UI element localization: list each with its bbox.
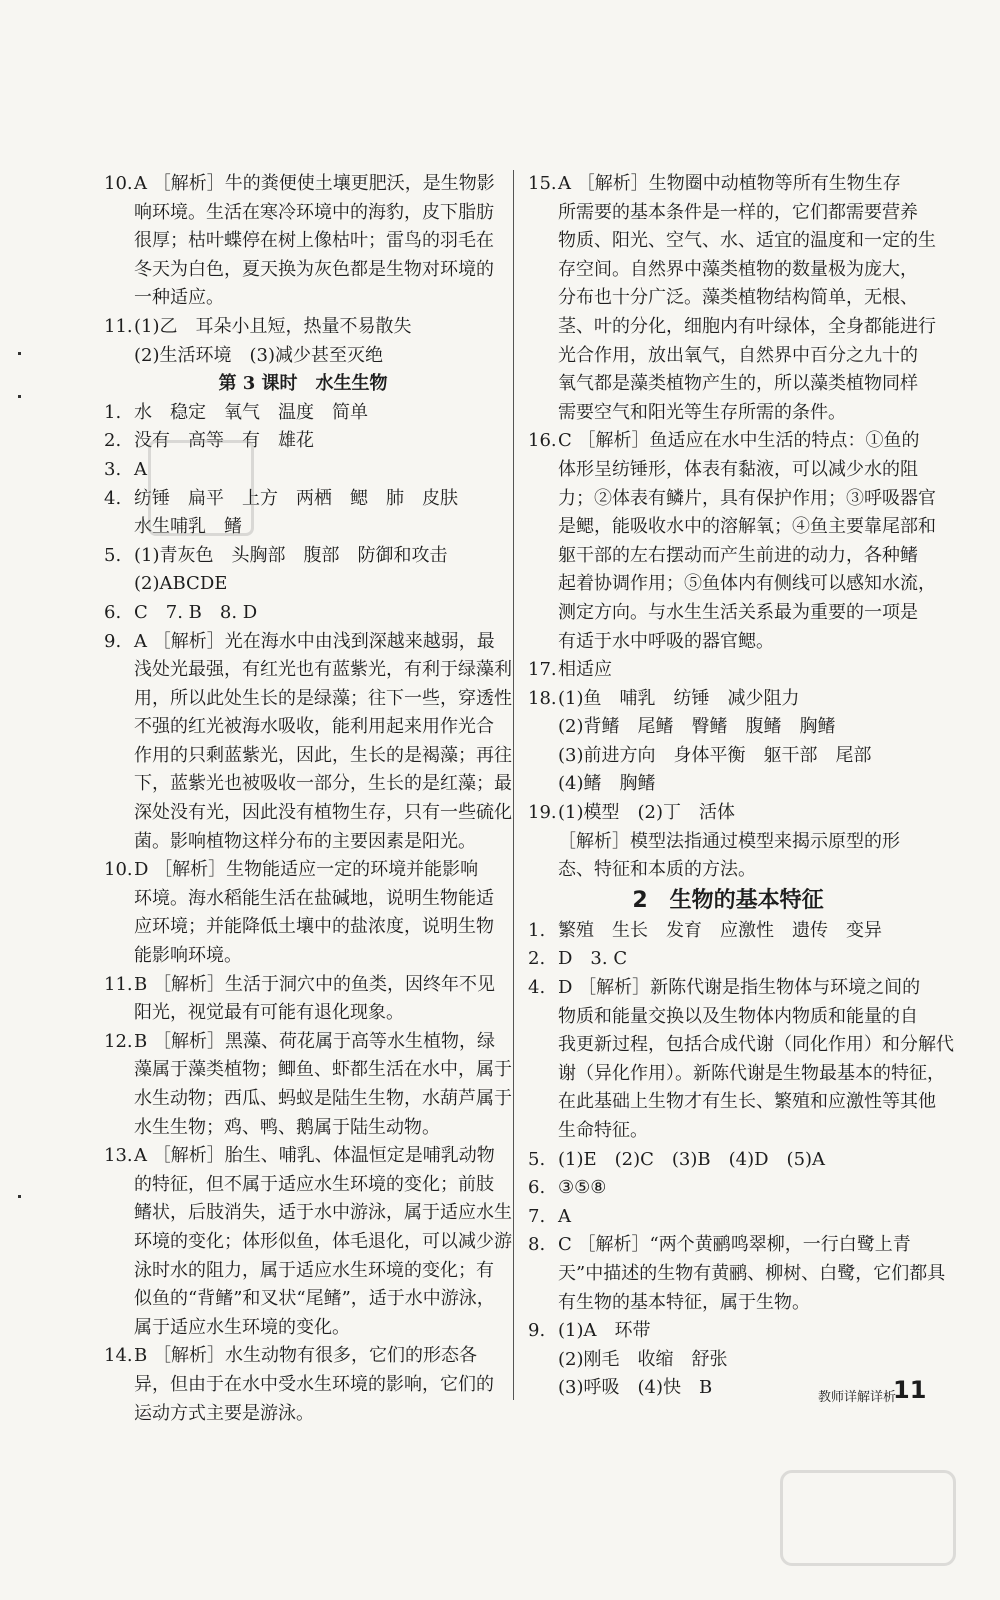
answer-text-line: A ［解析］牛的粪便使土壤更肥沃，是生物影 — [134, 173, 495, 194]
answer-text-line: 存空间。自然界中藻类植物的数量极为庞大， — [558, 258, 918, 280]
answer-text-line: 谢（异化作用）。新陈代谢是生物最基本的特征， — [558, 1062, 945, 1084]
answer-text-line: 起着协调作用；⑤鱼体内有侧线可以感知水流， — [558, 573, 936, 595]
answer-text-line: 鳍状，后肢消失，适于水中游泳，属于适应水生 — [134, 1202, 512, 1224]
answer-number: 11. — [104, 315, 133, 337]
answer-text-line: 相适应 — [558, 659, 612, 681]
answer-text-line: 浅处光最强，有红光也有蓝紫光，有利于绿藻利 — [134, 659, 512, 681]
answer-number: 18. — [528, 687, 557, 709]
answer-text-line: 阳光，视觉最有可能有退化现象。 — [134, 1002, 404, 1024]
answer-item — [528, 1231, 946, 1317]
answer-text-line: 深处没有光，因此没有植物生存，只有一些硫化 — [134, 802, 512, 824]
answer-text-line: (1)E (2)C (3)B (4)D (5)A — [558, 1148, 826, 1170]
answer-number: 7. — [528, 1205, 546, 1227]
answer-text-line: (2)背鳍 尾鳍 臀鳍 腹鳍 胸鳍 — [558, 716, 836, 738]
answer-text-line: A ［解析］光在海水中由浅到深越来越弱，最 — [134, 630, 495, 652]
answer-item — [104, 1342, 502, 1428]
footer-label: 教师详解详析 — [818, 1390, 897, 1405]
answer-number: 16. — [528, 430, 557, 452]
answer-text-line: 一种适应。 — [134, 287, 224, 309]
answer-text-line: (1)乙 耳朵小且短，热量不易散失 — [134, 315, 412, 337]
answer-text-line: (1)鱼 哺乳 纺锤 减少阻力 — [558, 687, 800, 709]
answer-text-line: 环境。海水稻能生活在盐碱地，说明生物能适 — [134, 887, 494, 909]
answer-text-line: 菌。影响植物这样分布的主要因素是阳光。 — [134, 830, 476, 852]
answer-text-line: (1)A 环带 — [558, 1320, 651, 1342]
answer-text-line: 需要空气和阳光等生存所需的条件。 — [558, 401, 846, 423]
answer-text-line: 属于适应水生环境的变化。 — [134, 1316, 350, 1338]
answer-text-line: 水 稳定 氧气 温度 简单 — [134, 401, 368, 423]
answer-item — [528, 656, 928, 685]
answer-item — [528, 1146, 928, 1175]
answer-text-line: 繁殖 生长 发育 应激性 遗传 变异 — [558, 919, 882, 941]
answer-number: 2. — [528, 948, 546, 970]
answer-text-line: 水生生物；鸡、鸭、鹅属于陆生动物。 — [134, 1116, 440, 1138]
answer-text-line: 所需要的基本条件是一样的，它们都需要营养 — [558, 201, 918, 223]
left-column — [104, 170, 512, 1428]
answer-text-line: 物质、阳光、空气、水、适宜的温度和一定的生 — [558, 230, 936, 252]
answer-text-line: C ［解析］“两个黄鹂鸣翠柳，一行白鹭上青 — [558, 1234, 911, 1256]
answer-text-line: 不强的红光被海水吸收，能利用起来用作光合 — [134, 716, 494, 738]
answer-text-line: 生命特征。 — [558, 1120, 648, 1141]
answer-number: 5. — [528, 1148, 546, 1170]
answer-text-line: 运动方式主要是游泳。 — [134, 1402, 314, 1424]
answer-number: 5. — [104, 544, 122, 566]
scan-mark — [18, 352, 21, 355]
answer-number: 17. — [528, 659, 557, 681]
answer-item — [104, 313, 502, 370]
answer-number: 6. — [104, 601, 122, 623]
answer-item — [528, 945, 928, 974]
answer-text-line: 物质和能量交换以及生物体内物质和能量的自 — [558, 1005, 918, 1027]
answer-text-line: D ［解析］新陈代谢是指生物体与环境之间的 — [558, 977, 921, 999]
answer-item — [104, 856, 502, 970]
answer-text-line: A — [558, 1205, 571, 1227]
answer-text-line: 作用的只剩蓝紫光，因此，生长的是褐藻；再往 — [134, 744, 512, 766]
answer-text-line: 是鳃，能吸收水中的溶解氧；④鱼主要靠尾部和 — [558, 516, 936, 538]
answer-text-line: 应环境；并能降低土壤中的盐浓度，说明生物 — [134, 916, 494, 938]
answer-text-line: C 7. B 8. D — [134, 601, 258, 623]
answer-text-line: 光合作用，放出氧气，自然界中百分之九十的 — [558, 344, 918, 366]
answer-number: 19. — [528, 802, 557, 824]
answer-item — [528, 170, 936, 427]
answer-text-line: 有适于水中呼吸的器官鳃。 — [558, 630, 774, 652]
answer-text-line: 测定方向。与水生生活关系最为重要的一项是 — [558, 601, 918, 623]
answer-text-line: 藻属于藻类植物；鲫鱼、虾都生活在水中，属于 — [134, 1059, 512, 1081]
answer-text-line: 的特征，但不属于适应水生环境的变化；前肢 — [134, 1173, 494, 1195]
answer-text-line: 天”中描述的生物有黄鹂、柳树、白鹭，它们都具 — [558, 1262, 946, 1284]
answer-text-line: A ［解析］生物圈中动植物等所有生物生存 — [558, 173, 901, 194]
answer-item — [104, 1028, 512, 1142]
answer-text-line: 体形呈纺锤形，体表有黏液，可以减少水的阻 — [558, 458, 918, 480]
answer-number: 13. — [104, 1145, 133, 1167]
answer-text-line: 有生物的基本特征，属于生物。 — [558, 1291, 810, 1313]
answer-text-line: (2)ABCDE — [134, 573, 228, 595]
section-title: 2 生物的基本特征 — [632, 887, 824, 913]
answer-number: 11. — [104, 973, 133, 995]
answer-text-line: A — [134, 458, 147, 480]
answer-item — [528, 1174, 928, 1203]
answer-number: 8. — [528, 1234, 546, 1256]
answer-text-line: 能影响环境。 — [134, 945, 242, 967]
page-number: 11 — [893, 1376, 927, 1404]
answer-text-line: 下，蓝紫光也被吸收一部分，生长的是红藻；最 — [134, 773, 512, 795]
answer-text-line: D 3. C — [558, 948, 628, 970]
answer-number: 1. — [528, 919, 546, 941]
answer-number: 4. — [528, 977, 546, 999]
answer-text-line: B ［解析］生活于洞穴中的鱼类，因终年不见 — [134, 973, 495, 995]
answer-text-line: (1)青灰色 头胸部 腹部 防御和攻击 — [134, 544, 448, 566]
answer-text-line: (2)生活环境 (3)减少甚至灭绝 — [134, 344, 383, 366]
answer-number: 9. — [104, 630, 122, 652]
answer-item — [528, 427, 936, 656]
answer-item — [104, 399, 502, 428]
answer-text-line: (4)鳍 胸鳍 — [558, 773, 656, 795]
answer-item — [104, 542, 502, 599]
answer-text-line: 异，但由于在水中受水生环境的影响，它们的 — [134, 1373, 494, 1395]
answer-text-line: C ［解析］鱼适应在水中生活的特点：①鱼的 — [558, 430, 920, 452]
answer-item — [104, 971, 502, 1028]
answer-text-line: 似鱼的“背鳍”和叉状“尾鳍”，适于水中游泳， — [134, 1288, 495, 1310]
answer-number: 14. — [104, 1345, 133, 1367]
answer-text-line: 泳时水的阻力，属于适应水生环境的变化；有 — [134, 1259, 494, 1281]
answer-item — [104, 1142, 512, 1342]
answer-number: 10. — [104, 173, 133, 194]
answer-text-line: (3)前进方向 身体平衡 躯干部 尾部 — [558, 744, 872, 766]
lesson-heading: 第 3 课时 水生生物 — [218, 373, 388, 395]
answer-text-line: 很厚；枯叶蝶停在树上像枯叶；雷鸟的羽毛在 — [134, 230, 494, 252]
answer-text-line: (3)呼吸 (4)快 B — [558, 1377, 713, 1399]
answer-item — [528, 799, 928, 885]
answer-text-line: B ［解析］黑藻、荷花属于高等水生植物，绿 — [134, 1030, 495, 1052]
answer-item — [104, 628, 512, 857]
answer-item — [528, 917, 928, 946]
answer-text-line: 响环境。生活在寒冷环境中的海豹，皮下脂肪 — [134, 201, 494, 223]
answer-text-line: A ［解析］胎生、哺乳、体温恒定是哺乳动物 — [134, 1145, 495, 1167]
answer-number: 10. — [104, 859, 133, 881]
answer-item — [528, 1203, 928, 1232]
answer-number: 9. — [528, 1320, 546, 1342]
answer-number: 6. — [528, 1177, 546, 1199]
answer-text-line: ［解析］模型法指通过模型来揭示原型的形 — [558, 830, 900, 852]
answer-text-line: 冬天为白色，夏天换为灰色都是生物对环境的 — [134, 258, 494, 280]
watermark-logo — [780, 1470, 956, 1566]
right-column — [528, 170, 954, 1403]
answer-text-line: 态、特征和本质的方法。 — [558, 859, 756, 881]
answer-text-line: 纺锤 扁平 上方 两栖 鳃 肺 皮肤 — [134, 487, 458, 509]
answer-item — [104, 170, 502, 313]
answer-item — [528, 685, 928, 799]
answer-text-line: 我更新过程，包括合成代谢（同化作用）和分解代 — [558, 1034, 954, 1056]
answer-number: 3. — [104, 458, 122, 480]
answer-text-line: (2)刚毛 收缩 舒张 — [558, 1348, 728, 1370]
scan-mark — [18, 1195, 21, 1198]
answer-text-line: 水生哺乳 鳍 — [134, 516, 242, 538]
answer-number: 4. — [104, 487, 122, 509]
answer-text-line: ③⑤⑧ — [558, 1177, 607, 1199]
answer-item — [104, 599, 502, 628]
answer-number: 2. — [104, 430, 122, 452]
answer-text-line: 没有 高等 有 雄花 — [134, 430, 314, 452]
column-divider — [513, 170, 514, 1400]
answer-text-line: 在此基础上生物才有生长、繁殖和应激性等其他 — [558, 1091, 936, 1113]
answer-text-line: 分布也十分广泛。藻类植物结构简单，无根、 — [558, 287, 918, 309]
watermark-stamp — [148, 440, 254, 536]
answer-text-line: D ［解析］生物能适应一定的环境并能影响 — [134, 859, 479, 881]
answer-text-line: 躯干部的左右摆动而产生前进的动力，各种鳍 — [558, 544, 918, 566]
answer-text-line: 环境的变化；体形似鱼，体毛退化，可以减少游 — [134, 1230, 512, 1252]
answer-text-line: 氧气都是藻类植物产生的，所以藻类植物同样 — [558, 373, 918, 395]
answer-number: 15. — [528, 173, 557, 194]
answer-text-line: 水生动物；西瓜、蚂蚁是陆生生物，水葫芦属于 — [134, 1088, 512, 1109]
answer-number: 1. — [104, 401, 122, 423]
answer-number: 12. — [104, 1030, 133, 1052]
scan-mark — [18, 395, 21, 398]
answer-text-line: B ［解析］水生动物有很多，它们的形态各 — [134, 1345, 477, 1367]
answer-text-line: (1)模型 (2)丁 活体 — [558, 802, 735, 824]
answer-text-line: 用，所以此处生长的是绿藻；往下一些，穿透性 — [134, 687, 512, 709]
answer-text-line: 茎、叶的分化，细胞内有叶绿体，全身都能进行 — [558, 315, 936, 337]
answer-text-line: 力；②体表有鳞片，具有保护作用；③呼吸器官 — [558, 487, 936, 509]
answer-item — [528, 974, 954, 1146]
